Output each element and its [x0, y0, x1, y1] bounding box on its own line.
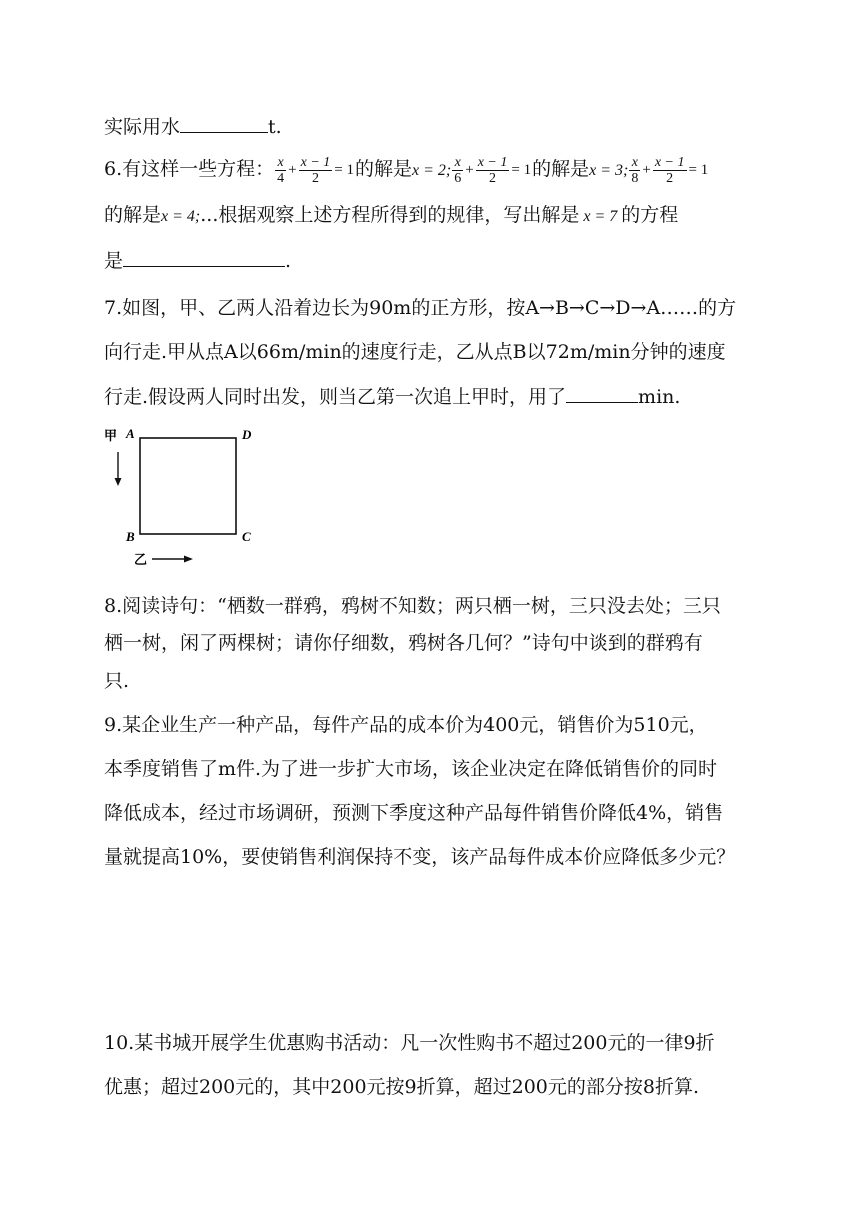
q6-eq2-frac-a: $\frac{x}{6}$ — [454, 154, 462, 186]
q6-line2-solution: x = 4; — [161, 208, 201, 225]
q6-line-3 — [104, 248, 764, 273]
q5-tail-line — [104, 114, 764, 139]
q7-line-3 — [104, 384, 764, 409]
vertex-label-a: A — [126, 426, 135, 441]
q6-line2-b: ...根据观察上述方程所得到的规律，写出解是 — [200, 204, 580, 226]
q10-line-1: 10.某书城开展学生优惠购书活动：凡一次性购书不超过200元的一律9折 — [104, 1032, 715, 1054]
arrow-down-icon — [115, 478, 122, 486]
q6-eq1-solution: x = 2; — [412, 162, 452, 179]
q6-answer-blank[interactable] — [123, 248, 285, 267]
vertex-label-c: C — [242, 529, 251, 544]
q9-line-3: 降低成本，经过市场调研，预测下季度这种产品每件销售价降低4%，销售 — [104, 802, 724, 824]
q7-line3-b: min. — [638, 386, 681, 408]
q7-answer-blank[interactable] — [566, 384, 638, 403]
q6-eq2-solution: x = 3; — [589, 162, 629, 179]
square-outline — [140, 438, 236, 534]
q9-line-4: 量就提高10%，要使销售利润保持不变，该产品每件成本价应降低多少元？ — [104, 846, 736, 868]
vertex-label-b: B — [126, 529, 135, 544]
q8-line-1: 8.阅读诗句：“栖数一群鸦，鸦树不知数；两只栖一树，三只没去处；三只 — [104, 595, 721, 617]
q6-intro: 6.有这样一些方程： — [104, 158, 275, 180]
label-jia: 甲 — [104, 429, 118, 444]
label-yi: 乙 — [134, 553, 148, 568]
q6-line2-c: 的方程 — [621, 204, 679, 226]
arrow-right-icon — [184, 556, 193, 563]
q6-line2-a: 的解是 — [104, 204, 162, 226]
vertex-label-d: D — [242, 427, 252, 442]
q5-answer-blank[interactable] — [180, 114, 268, 133]
q6-line-2 — [104, 203, 764, 229]
q6-eq3-frac-a: $\frac{x}{8}$ — [631, 154, 639, 186]
q8-line-3: 只. — [104, 670, 130, 692]
q9-line-1: 9.某企业生产一种产品，每件产品的成本价为400元，销售价为510元， — [104, 714, 708, 736]
q6-line3-end: . — [285, 250, 292, 272]
q6-eq1-frac-a: $\frac{x}{4}$ — [277, 154, 285, 186]
q6-line3-a: 是 — [104, 250, 124, 272]
q5-unit: t. — [268, 116, 282, 138]
q6-eq2-frac-b: $\frac{x - 1}{2}$ — [477, 154, 508, 186]
q7-line3-a: 行走.假设两人同时出发，则当乙第一次追上甲时，用了 — [104, 386, 567, 408]
q6-line-1: 6.有这样一些方程： $\frac{x}{4}$ + $\frac{x - 1}{2}$ = 1的解是x = 2; $\frac{x}{6}$ + $\frac{x - 1}{2}$ = 1的解是x = 3; $\frac{x}{8}$ + $\frac{x - 1}{2}$ = 1 — [104, 154, 709, 186]
q7-line-2: 向行走.甲从点A以66m/min的速度行走，乙从点B以72m/min分钟的速度 — [104, 341, 726, 363]
q6-eq1-mid: 的解是 — [355, 158, 413, 180]
q9-line-2: 本季度销售了m件.为了进一步扩大市场，该企业决定在降低销售价的同时 — [104, 758, 718, 780]
q6-eq1-frac-b: $\frac{x - 1}{2}$ — [300, 154, 331, 186]
q6-line2-x7: x = 7 — [583, 208, 618, 225]
q10-line-2: 优惠；超过200元的，其中200元按9折算，超过200元的部分按8折算. — [104, 1076, 700, 1098]
q7-line-1: 7.如图，甲、乙两人沿着边长为90m的正方形，按A→B→C→D→A……的方 — [104, 297, 737, 319]
q6-eq3-frac-b: $\frac{x - 1}{2}$ — [654, 154, 685, 186]
square-path-diagram — [100, 424, 280, 574]
q6-eq2-mid: 的解是 — [532, 158, 590, 180]
q5-tail-text: 实际用水 — [104, 116, 181, 138]
q8-line-2: 栖一树，闲了两棵树；请你仔细数，鸦树各几何？”诗句中谈到的群鸦有 — [104, 632, 703, 654]
